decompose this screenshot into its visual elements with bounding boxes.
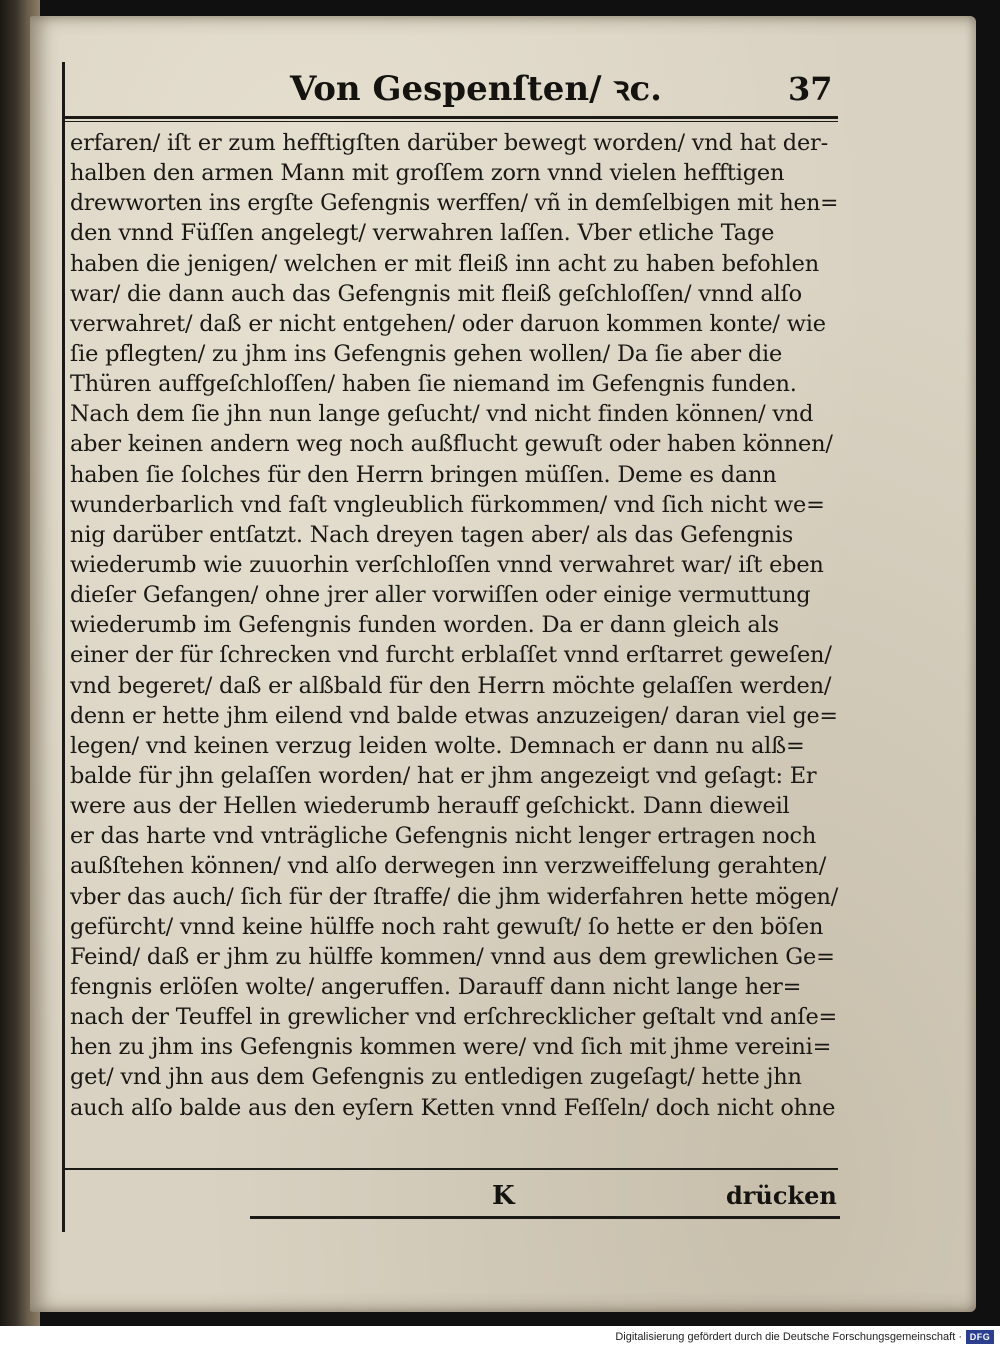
text-line: legen/ vnd keinen verzug leiden wolte. Demnach er dann nu alß= — [70, 732, 805, 759]
text-line: drewworten ins ergſte Gefengnis werffen/ vñ in demſelbigen mit hen= — [70, 190, 839, 217]
text-line: hen zu jhm ins Gefengnis kommen were/ vnd ſich mit jhme vereini= — [70, 1034, 832, 1061]
text-line: denn er hette jhm eilend vnd balde etwas anzuzeigen/ daran viel ge= — [70, 702, 838, 729]
text-line: aber keinen andern weg noch außflucht gewuſt oder haben können/ — [70, 431, 833, 458]
text-line: auch alſo balde aus den eyſern Ketten vnnd Feſſeln/ doch nicht ohne — [70, 1094, 836, 1121]
text-line: dieſer Gefangen/ ohne jrer aller vorwiſſen oder einige vermuttung — [70, 582, 811, 609]
text-line: ſie pflegten/ zu jhm ins Gefengnis gehen wollen/ Da ſie aber die — [70, 340, 783, 367]
text-line: wiederumb wie zuuorhin verſchloſſen vnnd verwahret war/ iſt eben — [70, 551, 824, 578]
text-line: Feind/ daß er jhm zu hülffe kommen/ vnnd aus dem grewlichen Ge= — [70, 943, 835, 970]
text-line: fengnis erlöſen wolte/ angeruffen. Darauff dann nicht lange her= — [70, 973, 802, 1000]
text-line: er das harte vnd vnträgliche Gefengnis nicht lenger ertragen noch — [70, 823, 817, 850]
catchword: drücken — [726, 1181, 837, 1210]
text-line: nig darüber entſatzt. Nach dreyen tagen aber/ als das Gefengnis — [70, 521, 794, 548]
signature-mark: K — [492, 1181, 515, 1211]
dfg-logo: DFG — [966, 1330, 994, 1344]
text-line: wiederumb im Gefengnis funden worden. Da er dann gleich als — [70, 612, 779, 639]
frame-rule-left — [62, 62, 65, 1232]
running-head: Von Gespenſten/ ꝛc. — [290, 69, 663, 109]
text-line: erfaren/ iſt er zum hefftigſten darüber bewegt worden/ vnd hat der- — [70, 130, 828, 156]
text-line: verwahret/ daß er nicht entgehen/ oder daruon kommen konte/ wie — [70, 310, 826, 337]
text-line: haben ſie ſolches für den Herrn bringen müſſen. Deme es dann — [70, 461, 777, 488]
text-line: außſtehen können/ vnd alſo derwegen inn verzweiffelung gerahten/ — [70, 853, 827, 880]
page-number: 37 — [788, 70, 833, 108]
text-line: war/ die dann auch das Gefengnis mit fleiß geſchloſſen/ vnnd alſo — [70, 280, 802, 307]
frame-rule-top — [62, 116, 838, 119]
text-line: haben die jenigen/ welchen er mit fleiß inn acht zu haben befohlen — [70, 250, 819, 277]
text-line: were aus der Hellen wiederumb herauff geſchickt. Dann dieweil — [70, 793, 790, 820]
text-line: einer der für ſchrecken vnd furcht erblaſſet vnnd erſtarret geweſen/ — [70, 642, 832, 669]
text-line: get/ vnd jhn aus dem Gefengnis zu entledigen zugeſagt/ hette jhn — [70, 1064, 802, 1091]
text-line: den vnnd Füſſen angelegt/ verwahren laſſen. Vber etliche Tage — [70, 220, 775, 247]
text-line: balde für jhn gelaſſen worden/ hat er jhm angezeigt vnd geſagt: Er — [70, 762, 817, 789]
text-line: nach der Teuffel in grewlicher vnd erſchrecklicher geſtalt vnd anſe= — [70, 1004, 838, 1031]
text-line: halben den armen Mann mit groſſem zorn vnnd vielen hefftigen — [70, 160, 785, 187]
frame-rule-bottom — [62, 1168, 838, 1170]
credit-text: Digitalisierung gefördert durch die Deutsche Forschungsgemeinschaft · — [615, 1331, 962, 1343]
frame-rule-bottom-outer — [250, 1216, 840, 1219]
frame-rule-top-inner — [62, 121, 838, 122]
body-text — [70, 128, 840, 1123]
text-line: Nach dem ſie jhn nun lange geſucht/ vnd nicht finden können/ vnd — [70, 401, 814, 428]
text-line: Thüren auffgeſchloſſen/ haben ſie niemand im Gefengnis funden. — [70, 371, 797, 398]
text-line: vnd begeret/ daß er alßbald für den Herrn möchte gelaſſen werden/ — [70, 672, 832, 699]
text-line: wunderbarlich vnd faſt vngleublich fürkommen/ vnd ſich nicht we= — [70, 491, 825, 518]
text-line: vber das auch/ ſich für der ſtraffe/ die jhm widerfahren hette mögen/ — [70, 883, 839, 910]
text-line: gefürcht/ vnnd keine hülffe noch raht gewuſt/ ſo hette er den böſen — [70, 913, 824, 940]
